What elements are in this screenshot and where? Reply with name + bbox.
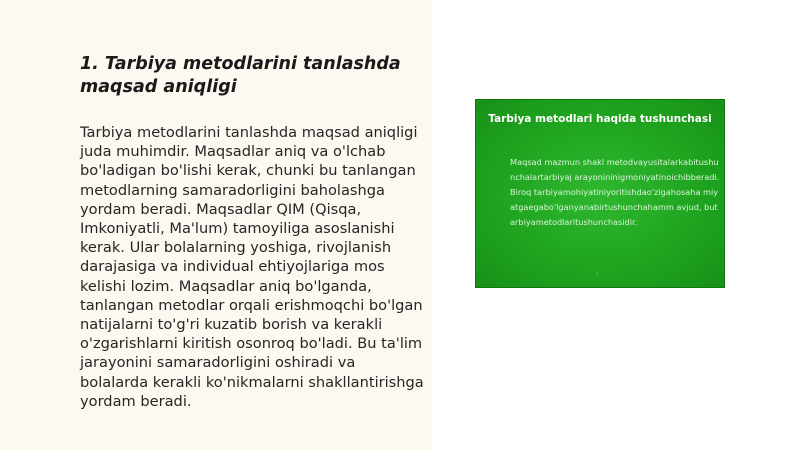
section-paragraph: Tarbiya metodlarini tanlashda maqsad aniqligi juda muhimdir. Maqsadlar aniq va o'lchab bo'ladigan bo'lishi kerak, chunki bu tanlangan metodlarning samaradorligini baholashga yordam beradi. Maqsadlar QIM (Qisqa, Imkoniyatli, Ma'lum) tamoyiliga asoslanishi kerak. Ular bolalarning yoshiga, rivojlanish darajasiga va individual ehtiyojlariga mos kelishi lozim. Maqsadlar aniq bo'lganda, tanlangan metodlar orqali erishmoqchi bo'lgan natijalarni to'g'ri kuzatib borish va kerakli o'zgarishlarni kiritish osonroq bo'ladi. Bu ta'lim jarayonini samaradorligini oshiradi va bolalarda kerakli ko'nikmalarni shakllantirishga yordam beradi.	[80, 124, 424, 410]
slide-image	[475, 99, 725, 288]
section-heading: 1. Tarbiya metodlarini tanlashda maqsad aniqligi	[80, 54, 401, 97]
slide-body-text: Maqsad mazmun shakl metodvayusitalarkabitushunchalartarbiyaj arayonininigmoniyatinoichibberadi. Biroq tarbiyamohiyatiniyoritishdao'zigahosaha miyatgaegabo'lganyanabirtushunchahamm avjud, butarbiyametodlaritushunchasidir.	[510, 157, 720, 227]
slide-footer: 1	[596, 272, 599, 277]
slide-title: Tarbiya metodlari haqida tushunchasi	[488, 113, 712, 125]
